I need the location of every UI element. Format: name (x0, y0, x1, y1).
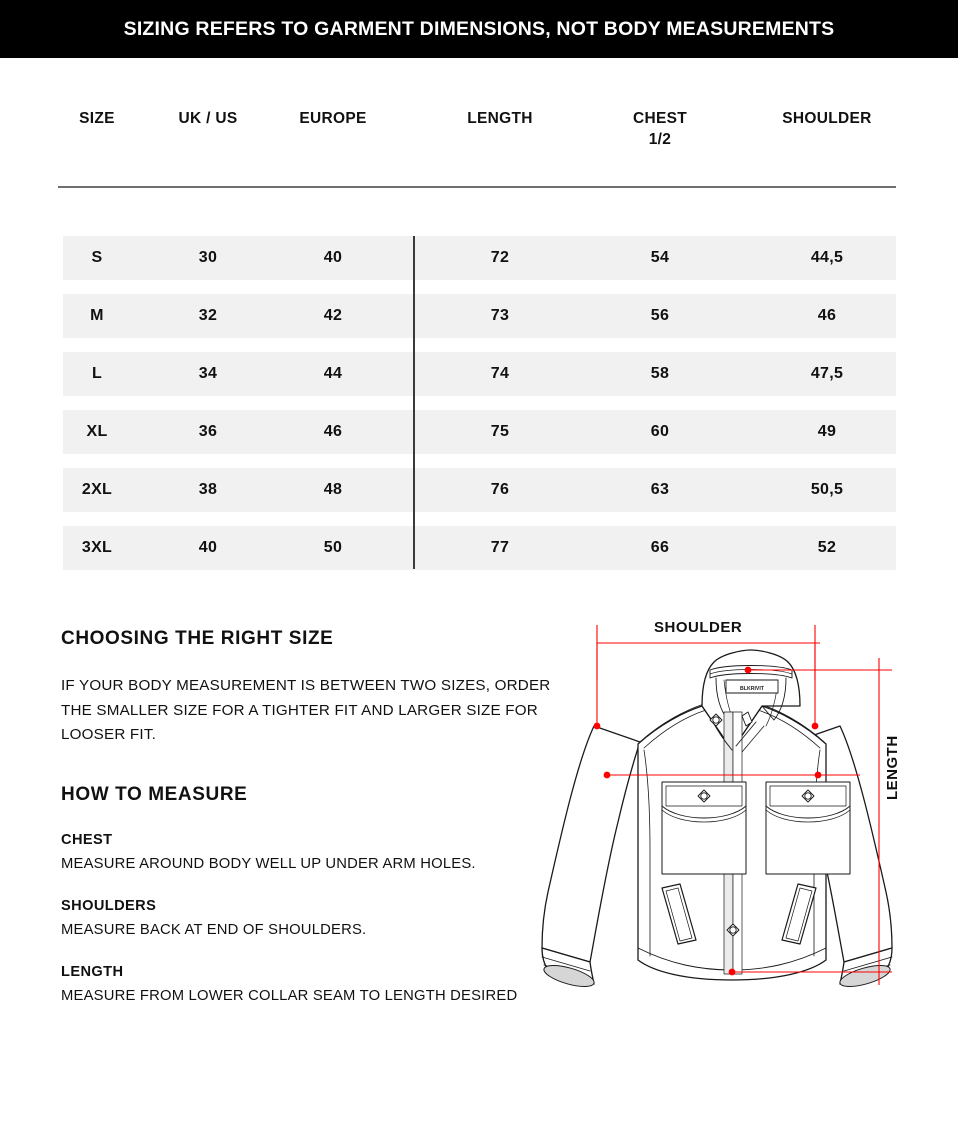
cell-uk_us: 34 (198, 365, 218, 382)
cell-shoulder: 44,5 (810, 249, 844, 266)
cell-europe: 40 (323, 249, 343, 266)
garment-illustration (520, 600, 958, 1030)
cell-chest: 60 (650, 423, 670, 440)
table-row (63, 526, 896, 570)
column-header-sublabel: 1/2 (648, 131, 672, 148)
cell-uk_us: 30 (198, 249, 218, 266)
cell-shoulder: 47,5 (810, 365, 844, 382)
cell-europe: 48 (323, 481, 343, 498)
size-table (0, 58, 958, 588)
header-divider-rule (58, 186, 896, 188)
cell-uk_us: 40 (198, 539, 218, 556)
cell-length: 74 (490, 365, 510, 382)
cell-chest: 63 (650, 481, 670, 498)
cell-size: 3XL (81, 539, 113, 556)
collar-brand-label: BLKRIVIT (740, 686, 764, 692)
measurement-chest (61, 832, 551, 876)
banner-title: SIZING REFERS TO GARMENT DIMENSIONS, NOT BODY MEASUREMENTS (123, 17, 835, 40)
measurement-label: CHEST (61, 831, 113, 848)
cell-europe: 46 (323, 423, 343, 440)
cell-length: 73 (490, 307, 510, 324)
column-header-label: LENGTH (467, 110, 533, 127)
cell-size: S (91, 249, 103, 266)
table-vertical-divider (413, 236, 415, 569)
cell-size: XL (86, 423, 108, 440)
how-to-measure-heading: HOW TO MEASURE (61, 783, 248, 805)
column-header-label: CHEST (632, 110, 688, 127)
shoulder-annotation-label: SHOULDER (654, 619, 743, 636)
cell-europe: 50 (323, 539, 343, 556)
column-header-label: EUROPE (299, 110, 367, 127)
table-row (63, 236, 896, 280)
choosing-heading: CHOOSING THE RIGHT SIZE (61, 628, 334, 649)
column-header-chest (600, 108, 720, 150)
cell-chest: 58 (650, 365, 670, 382)
table-row (63, 410, 896, 454)
cell-size: M (90, 307, 104, 324)
choosing-body: IF YOUR BODY MEASUREMENT IS BETWEEN TWO SIZES, ORDER THE SMALLER SIZE FOR A TIGHTER FIT AND LARGER SIZE FOR LOOSER FIT. (61, 677, 551, 743)
cell-chest: 66 (650, 539, 670, 556)
cell-length: 75 (490, 423, 510, 440)
cell-europe: 44 (323, 365, 343, 382)
measurement-text: MEASURE AROUND BODY WELL UP UNDER ARM HOLES. (61, 855, 476, 872)
measurement-instructions (61, 832, 551, 1008)
column-header-size (37, 108, 157, 129)
table-row (63, 294, 896, 338)
measurement-length (61, 964, 551, 1008)
column-header-label: SIZE (79, 110, 115, 127)
cell-size: 2XL (81, 481, 113, 498)
cell-length: 77 (490, 539, 510, 556)
cell-uk_us: 32 (198, 307, 218, 324)
measurement-label: SHOULDERS (61, 897, 157, 914)
cell-chest: 54 (650, 249, 670, 266)
cell-shoulder: 49 (817, 423, 837, 440)
cell-shoulder: 52 (817, 539, 837, 556)
cell-europe: 42 (323, 307, 343, 324)
column-header-label: SHOULDER (782, 110, 872, 127)
cell-uk_us: 36 (198, 423, 218, 440)
measurement-text: MEASURE FROM LOWER COLLAR SEAM TO LENGTH DESIRED (61, 987, 518, 1004)
cell-shoulder: 46 (817, 307, 837, 324)
column-header-europe (273, 108, 393, 129)
column-header-length (440, 108, 560, 129)
cell-chest: 56 (650, 307, 670, 324)
size-guide-copy (61, 628, 551, 1030)
column-header-shoulder (767, 108, 887, 129)
banner (0, 0, 958, 58)
measurement-text: MEASURE BACK AT END OF SHOULDERS. (61, 921, 367, 938)
measurement-shoulders (61, 898, 551, 942)
cell-size: L (91, 365, 103, 382)
length-annotation-label: LENGTH (884, 735, 901, 800)
column-header-uk-us (148, 108, 268, 129)
cell-length: 76 (490, 481, 510, 498)
measurement-label: LENGTH (61, 963, 124, 980)
table-header-row (63, 108, 896, 178)
cell-uk_us: 38 (198, 481, 218, 498)
table-row (63, 352, 896, 396)
column-header-label: UK / US (178, 110, 238, 127)
cell-length: 72 (490, 249, 510, 266)
table-row (63, 468, 896, 512)
cell-shoulder: 50,5 (810, 481, 844, 498)
